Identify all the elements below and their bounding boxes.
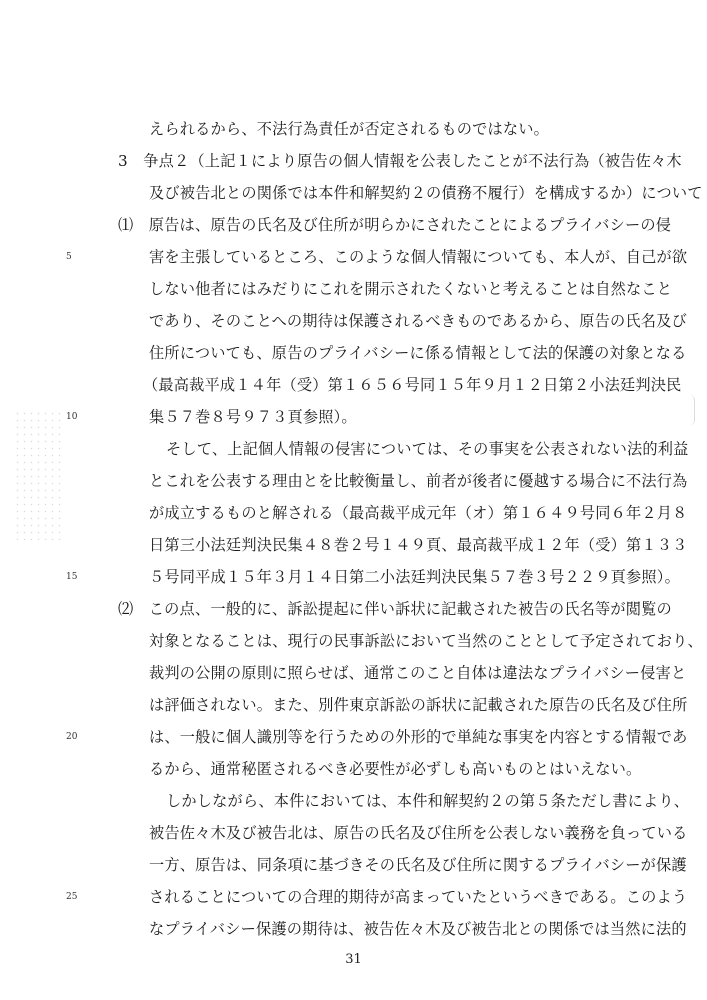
line-number: 10 <box>66 412 78 422</box>
subsection-line: ⑵ この点、一般的に、訴訟提起に伴い訴状に記載された被告の氏名等が閲覧の <box>118 600 672 618</box>
text-line: されることについての合理的期待が高まっていたというべきである。このよう <box>149 888 688 906</box>
text-line: は、一般に個人識別等を行うための外形的で単純な事実を内容とする情報であ <box>149 728 688 746</box>
text-line: 集５７巻８号９７３頁参照）。 <box>149 408 357 426</box>
text-line: 害を主張しているところ、このような個人情報についても、本人が、自己が欲 <box>149 248 688 266</box>
text-line: 被告佐々木及び被告北は、原告の氏名及び住所を公表しない義務を負っている <box>149 824 688 842</box>
page-number: 31 <box>345 952 362 967</box>
text-line: えられるから、不法行為責任が否定されるものではない。 <box>149 120 550 138</box>
paragraph-start-line: しかしながら、本件においては、本件和解契約２の第５条ただし書により、 <box>166 792 690 810</box>
line-number: 5 <box>66 252 72 262</box>
text-line: 一方、原告は、同条項に基づきその氏名及び住所に関するプライバシーが保護 <box>149 856 687 874</box>
text-line: なプライバシー保護の期待は、被告佐々木及び被告北との関係では当然に法的 <box>149 920 687 938</box>
text-line: るから、通常秘匿されるべき必要性が必ずしも高いものとはいえない。 <box>149 760 642 778</box>
text-line: （最高裁平成１４年（受）第１６５６号同１５年９月１２日第２小法廷判決民 <box>143 376 682 394</box>
text-line: とこれを公表する理由とを比較衡量し、前者が後者に優越する場合に不法行為 <box>149 472 688 490</box>
text-line: 及び被告北との関係では本件和解契約２の債務不履行）を構成するか）について <box>149 184 703 202</box>
text-line: であり、そのことへの期待は保護されるべきものであるから、原告の氏名及び <box>149 312 687 330</box>
text-line: は評価されない。また、別件東京訴訟の訴状に記載された原告の氏名及び住所 <box>149 696 688 714</box>
text-line: 対象となることは、現行の民事訴訟において当然のこととして予定されており、 <box>149 632 703 650</box>
text-line: 日第三小法廷判決民集４８巻２号１４９頁、最高裁平成１２年（受）第１３３ <box>149 536 688 554</box>
paragraph-start-line: そして、上記個人情報の侵害については、その事実を公表されない法的利益 <box>166 440 689 458</box>
line-number: 25 <box>66 892 78 902</box>
scan-margin-mark <box>690 395 695 425</box>
scan-speckle <box>14 410 64 540</box>
text-line: ５号同平成１５年３月１４日第二小法廷判決民集５７巻３号２２９頁参照）。 <box>149 568 680 586</box>
text-line: が成立するものと解される（最高裁平成元年（オ）第１６４９号同６年２月８ <box>149 504 688 522</box>
line-number: 20 <box>66 732 78 742</box>
line-number: 15 <box>66 572 78 582</box>
text-line: 裁判の公開の原則に照らせば、通常このこと自体は違法なプライバシー侵害と <box>149 664 687 682</box>
section-heading-line: 3 争点２（上記１により原告の個人情報を公表したことが不法行為（被告佐々木 <box>118 152 682 170</box>
text-line: しない他者にはみだりにこれを開示されたくないと考えることは自然なこと <box>149 280 673 298</box>
text-line: 住所についても、原告のプライバシーに係る情報として法的保護の対象となる <box>149 344 687 362</box>
subsection-line: ⑴ 原告は、原告の氏名及び住所が明らかにされたことによるプライバシーの侵 <box>118 216 672 234</box>
